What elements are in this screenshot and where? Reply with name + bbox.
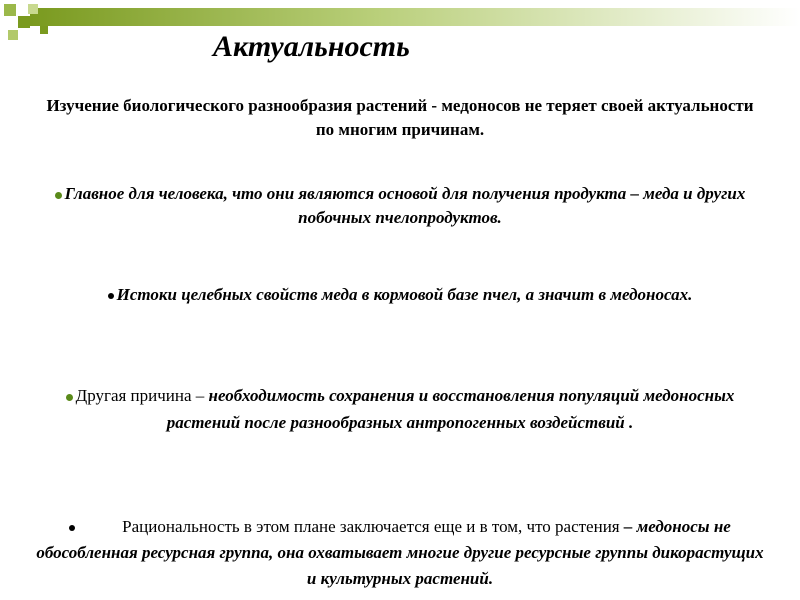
deco-square-3 — [28, 4, 38, 14]
deco-square-4 — [8, 30, 18, 40]
point-3-lead: Другая причина – — [75, 386, 209, 405]
deco-square-5 — [40, 26, 48, 34]
deco-square-1 — [4, 4, 16, 16]
point-2-text: Истоки целебных свойств меда в кормовой базе пчел, а значит в медоносах. — [116, 285, 693, 304]
header-gradient-bar — [30, 8, 800, 26]
bullet-icon — [66, 394, 73, 401]
intro-paragraph: Изучение биологического разнообразия растений - медоносов не теряет своей актуальности по многим причинам. — [46, 96, 754, 139]
point-3-emphasis: необходимость сохранения и восстановления популяций медоносных растений после разнообразных антропогенных воздействий . — [166, 386, 735, 432]
deco-square-2 — [18, 16, 30, 28]
bullet-icon — [108, 293, 114, 299]
point-4-lead: Рациональность в этом плане заключается еще и в том, что растения — [122, 517, 620, 536]
point-4 — [30, 514, 770, 592]
bullet-icon — [55, 192, 62, 199]
point-3 — [40, 382, 760, 436]
bullet-icon — [69, 525, 75, 531]
slide-title: Актуальность — [213, 30, 410, 63]
point-1 — [40, 182, 760, 230]
point-4-emphasis: – медоносы не обособленная ресурсная группа, она охватывает многие другие ресурсные группы дикорастущих и культурных растений. — [36, 517, 764, 588]
point-2 — [40, 283, 760, 307]
point-1-text: Главное для человека, что они являются основой для получения продукта – меда и других побочных пчелопродуктов. — [64, 184, 746, 227]
